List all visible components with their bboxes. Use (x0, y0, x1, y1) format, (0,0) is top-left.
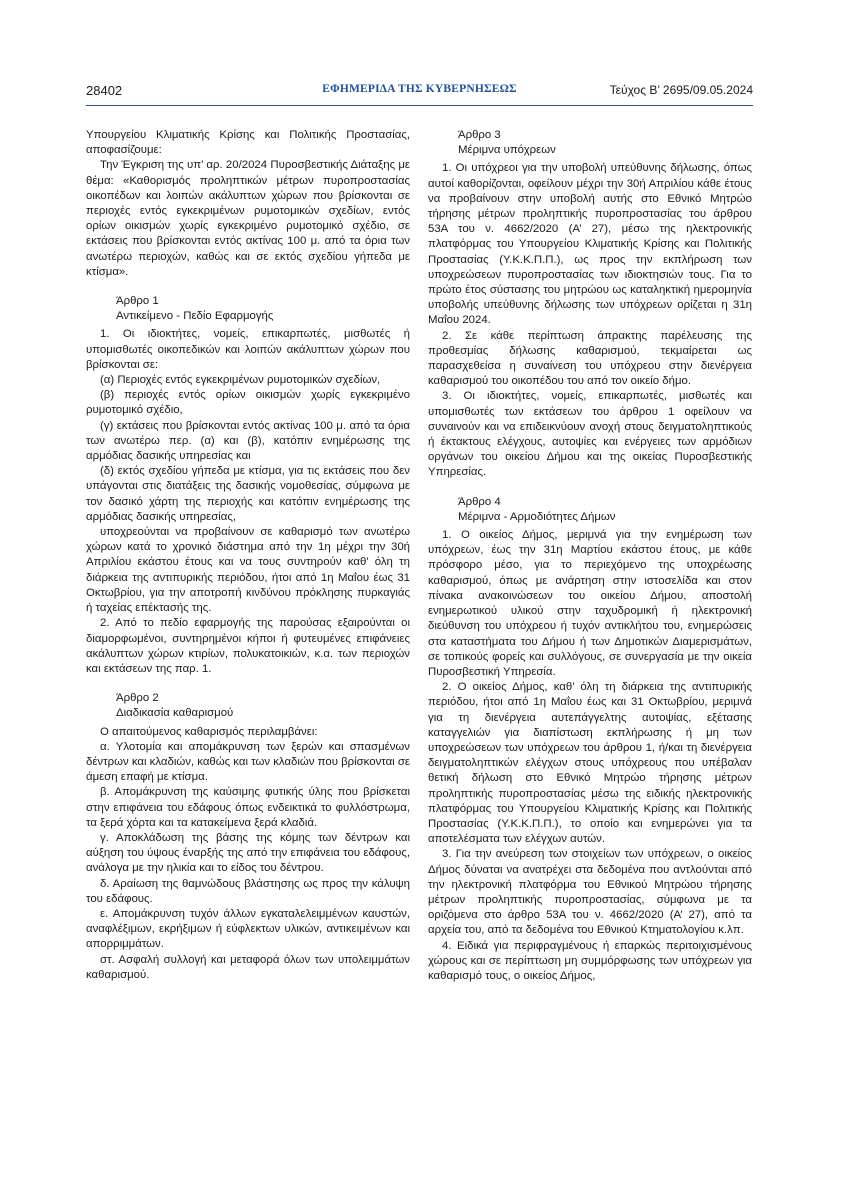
paragraph: 3. Για την ανεύρεση των στοιχείων των υπόχρεων, ο οικείος Δήμος δύναται να ανατρέχει στα δεδομένα που αντλούνται από την ηλεκτρονική πλατφόρμα του Εθνικού Μητρώου τήρησης μέτρων προληπτικής πυροπροστασίας, σύμφωνα με τα οριζόμενα στο άρθρο 53Α του ν. 4662/2020 (Α’ 27), από τα αρχεία του, από τα δεδομένα του Εθνικού Κτηματολογίου κ.λπ. (428, 848, 752, 937)
paragraph: 1. Οι υπόχρεοι για την υποβολή υπεύθυνης δήλωσης, όπως αυτοί καθορίζονται, οφείλουν μέχρι την 30ή Απριλίου κάθε έτους να προβαίνουν στην υποβολή αυτής στο Εθνικό Μητρώο τήρησης μέτρων προληπτικής πυροπροστασίας του άρθρου 53Α του ν. 4662/2020 (Α’ 27), μέσω της ηλεκτρονικής πλατφόρμας του Υπουργείου Κλιματικής Κρίσης και Πολιτικής Προστασίας (Υ.Κ.Κ.Π.Π.), ως προς την εκπλήρωση των υποχρεώσεων πυροπροστασίας των ιδιοκτησιών τους. Για το πρώτο έτος σύστασης του μητρώου ως καταληκτική ημερομηνία υποβολής υπεύθυνης δήλωσης των υπόχρεων ορίζεται η 31η Μαΐου 2024. (428, 162, 752, 327)
right-column (428, 128, 752, 984)
journal-title: ΕΦΗΜΕΡΙΔΑ ΤΗΣ ΚΥΒΕΡΝΗΣΕΩΣ (322, 83, 517, 95)
paragraph: 4. Ειδικά για περιφραγμένους ή επαρκώς περιτοιχισμένους χώρους και σε περίπτωση μη συμμόρφωσης των υπόχρεων για καθαρισμό τους, ο οικείος Δήμος, (428, 939, 752, 982)
page-header (86, 83, 753, 103)
paragraph: (β) περιοχές εντός ορίων οικισμών χωρίς εγκεκριμένο ρυμοτομικό σχέδιο, (86, 389, 410, 417)
paragraph: α. Υλοτομία και απομάκρυνση των ξερών και σπασμένων δέντρων και κλαδιών, καθώς και των κλαδιών που βρίσκονται σε άμεση επαφή με κτίσμα. (86, 740, 410, 784)
article-subtitle: Αντικείμενο - Πεδίο Εφαρμογής (116, 310, 274, 323)
paragraph: Ο απαιτούμενος καθαρισμός περιλαμβάνει: (100, 725, 318, 738)
paragraph: 2. Ο οικείος Δήμος, καθ’ όλη τη διάρκεια της αντιπυρικής περιόδου, ήτοι από 1η Μαΐου έως και 31 Οκτωβρίου, μεριμνά για τη διενέργεια αυτεπάγγελτης αυτοψίας, εξέτασης καταγγελιών για διαπίστωση εκπλήρωσης ή μη των υποχρεώσεων των υπόχρεων του άρθρου 1, ή/και τη διενέργεια δειγματοληπτικών ελέγχων στους υπόχρεους που υπέβαλαν θετική δήλωση στο Εθνικό Μητρώο τήρησης μέτρων προληπτικής πυροπροστασίας μέσω της ειδικής ηλεκτρονικής πλατφόρμας του Υπουργείου Κλιματικής Κρίσης και Πολιτικής Προστασίας (Υ.Κ.Κ.Π.Π.), το οποίο και ενημερώνει για τα αποτελέσματα των ελέγχων αυτών. (428, 681, 752, 846)
paragraph: 1. Ο οικείος Δήμος, μεριμνά για την ενημέρωση των υπόχρεων, έως την 31η Μαρτίου εκάστου έτους, με κάθε πρόσφορο μέσο, για το περιεχόμενο της υποχρέωσης καθαρισμού, όπως με ανάρτηση στην ιστοσελίδα και στον πίνακα ανακοινώσεων του οικείου Δήμου, αποστολή ενημερωτικού υλικού στην ταχυδρομική ή ηλεκτρονική διεύθυνση του υπόχρεου ή τυχόν αντικλήτου του, ενημερώσεις στα καταστήματα του Δήμου ή των Δημοτικών Διαμερισμάτων, σε τοπικούς φορείς και συλλόγους, σε συνεργασία με την οικεία Πυροσβεστική Υπηρεσία. (428, 529, 752, 678)
paragraph: 2. Από το πεδίο εφαρμογής της παρούσας εξαιρούνται οι διαμορφωμένοι, συντηρημένοι κήποι ή φυτευμένες επιφάνειες ακάλυπτων χώρων κτιρίων, πολυκατοικιών, κ.α. των περιοχών και εκτάσεων της παρ. 1. (86, 617, 410, 675)
paragraph: β. Απομάκρυνση της καύσιμης φυτικής ύλης που βρίσκεται στην επιφάνεια του εδάφους όπως ενδεικτικά το φυλλόστρωμα, τα ξερά χόρτα και τα κατακείμενα ξερά κλαδιά. (86, 786, 410, 829)
page-number: 28402 (86, 83, 123, 98)
article-title: Άρθρο 4 (458, 495, 501, 508)
article-subtitle: Διαδικασία καθαρισμού (116, 707, 234, 720)
article-subtitle: Μέριμνα υπόχρεων (458, 144, 556, 157)
paragraph: στ. Ασφαλή συλλογή και μεταφορά όλων των υπολειμμάτων καθαρισμού. (86, 953, 410, 981)
paragraph: (δ) εκτός σχεδίου γήπεδα με κτίσμα, για τις εκτάσεις που δεν υπάγονται στις διατάξεις της δασικής νομοθεσίας, σύμφωνα με τον δασικό χάρτη της περιοχής και κατόπιν ενημέρωσης της αρμόδιας δασικής υπηρεσίας, (86, 465, 410, 523)
article-title: Άρθρο 3 (458, 129, 501, 141)
paragraph: (α) Περιοχές εντός εγκεκριμένων ρυμοτομικών σχεδίων, (100, 374, 381, 387)
article-title: Άρθρο 1 (116, 295, 159, 308)
paragraph: 1. Οι ιδιοκτήτες, νομείς, επικαρπωτές, μισθωτές ή υπομισθωτές οικοπεδικών και λοιπών ακάλυπτων χώρων που βρίσκονται σε: (86, 328, 410, 371)
paragraph: 3. Οι ιδιοκτήτες, νομείς, επικαρπωτές, μισθωτές και υπομισθωτές των εκτάσεων του άρθρου 1 οφείλουν να συναινούν και να επιδεικνύουν ανοχή στους δειγματοληπτικούς ή έκτακτους ελέγχους, αυτοψίες και ενέργειες των αρμόδιων οργάνων του οικείου Δήμου και της οικείας Πυροσβεστικής Υπηρεσίας. (428, 390, 752, 479)
paragraph: γ. Αποκλάδωση της βάσης της κόμης των δέντρων και αύξηση του ύψους έναρξής της από την επιφάνεια του εδάφους, ανάλογα με την ηλικία και το είδος του δέντρου. (86, 831, 410, 875)
left-column (86, 128, 410, 983)
issue-info: Τεύχος Β’ 2695/09.05.2024 (609, 83, 753, 97)
paragraph: Την Έγκριση της υπ’ αρ. 20/2024 Πυροσβεστικής Διάταξης με θέμα: «Καθορισμός προληπτικών μέτρων πυροπροστασίας οικοπέδων και λοιπών ακάλυπτων χώρων που βρίσκονται σε περιοχές εντός εγκεκριμένων ρυμοτομικών σχεδίων, εντός ορίων οικισμών χωρίς εγκεκριμένο ρυμοτομικό σχέδιο, σε εκτάσεις που βρίσκονται εντός ακτίνας 100 μ. από τα όρια των ανωτέρω περιοχών, καθώς και σε εκτός σχεδίου γήπεδα με κτίσμα». (86, 159, 410, 278)
paragraph: Υπουργείου Κλιματικής Κρίσης και Πολιτικής Προστασίας, αποφασίζουμε: (86, 129, 410, 157)
article-title: Άρθρο 2 (116, 692, 159, 705)
paragraph: ε. Απομάκρυνση τυχόν άλλων εγκαταλελειμμένων καυστών, αναφλέξιμων, εκρήξιμων ή εύφλεκτων υλικών, αντικειμένων και απορριμμάτων. (86, 907, 410, 951)
paragraph: υποχρεούνται να προβαίνουν σε καθαρισμό των ανωτέρω χώρων κατά το χρονικό διάστημα από την 1η μέχρι την 30ή Απριλίου εκάστου έτους και να τους συντηρούν καθ’ όλη τη διάρκεια της αντιπυρικής περιόδου, ήτοι από 1η Μαΐου έως 31 Οκτωβρίου, για την αποτροπή κινδύνου πρόκλησης πυρκαγιάς ή ταχείας επέκτασής της. (86, 526, 410, 615)
paragraph: 2. Σε κάθε περίπτωση άπρακτης παρέλευσης της προθεσμίας δήλωσης καθαρισμού, τεκμαίρεται ως παρασχεθείσα η συναίνεση του υπόχρεου στην διενέργεια καθαρισμού του οικοπέδου του από τον οικείο δήμο. (428, 329, 752, 388)
article-subtitle: Μέριμνα - Αρμοδιότητες Δήμων (458, 510, 616, 523)
paragraph: (γ) εκτάσεις που βρίσκονται εντός ακτίνας 100 μ. από τα όρια των ανωτέρω περ. (α) και (β), κατόπιν ενημέρωσης της αρμόδιας δασικής υπηρεσίας και (86, 419, 410, 463)
paragraph: δ. Αραίωση της θαμνώδους βλάστησης ως προς την κάλυψη του εδάφους. (86, 877, 410, 905)
header-divider (86, 105, 753, 106)
